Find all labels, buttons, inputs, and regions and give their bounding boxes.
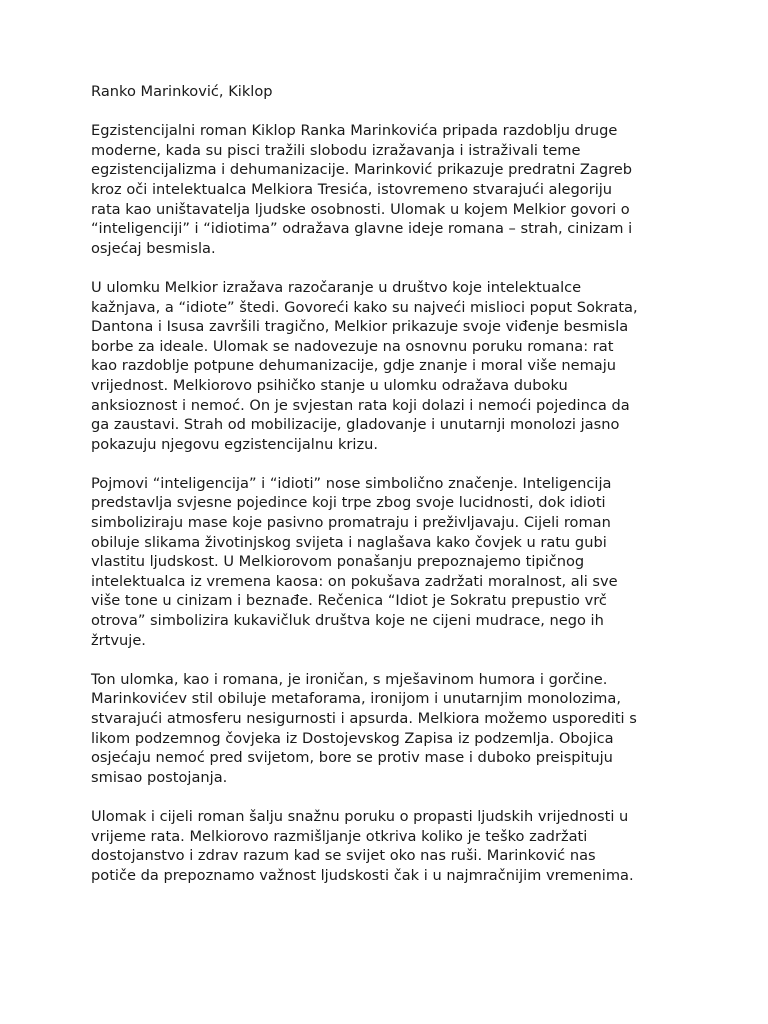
paragraph-line: predstavlja svjesne pojedince koji trpe zbog svoje lucidnosti, dok idioti	[91, 494, 606, 512]
paragraph-line: vlastitu ljudskost. U Melkiorovom ponašanju prepoznajemo tipičnog	[91, 553, 585, 571]
paragraph-line: kroz oči intelektualca Melkiora Tresića, istovremeno stvarajući alegoriju	[91, 180, 613, 198]
paragraph-line: moderne, kada su pisci tražili slobodu izražavanja i istraživali teme	[91, 141, 581, 159]
paragraph-line: anksioznost i nemoć. On je svjestan rata koji dolazi i nemoći pojedinca da	[91, 396, 630, 414]
paragraph-line: Dantona i Isusa završili tragično, Melkior prikazuje svoje viđenje besmisla	[91, 318, 629, 336]
paragraph-line: više tone u cinizam i beznađe. Rečenica “Idiot je Sokratu prepustio vrč	[91, 592, 607, 610]
paragraph-2	[91, 278, 681, 454]
paragraph-4	[91, 670, 681, 788]
paragraph-line: kažnjava, a “idiote” štedi. Govoreći kako su najveći mislioci poput Sokrata,	[91, 298, 638, 316]
document-title: Ranko Marinković, Kiklop	[91, 83, 273, 100]
document-page	[91, 82, 681, 905]
paragraph-line: vrijednost. Melkiorovo psihičko stanje u ulomku odražava duboku	[91, 376, 568, 394]
paragraph-3	[91, 474, 681, 650]
paragraph-line: obiluje slikama životinjskog svijeta i naglašava kako čovjek u ratu gubi	[91, 533, 607, 551]
paragraph-line: potiče da prepoznamo važnost ljudskosti čak i u najmračnijim vremenima.	[91, 866, 634, 884]
paragraph-line: rata kao uništavatelja ljudske osobnosti. Ulomak u kojem Melkior govori o	[91, 200, 630, 218]
paragraph-line: pokazuju njegovu egzistencijalnu krizu.	[91, 435, 379, 453]
paragraph-5	[91, 807, 681, 885]
paragraph-line: stvarajući atmosferu nesigurnosti i apsurda. Melkiora možemo usporediti s	[91, 710, 637, 727]
paragraph-line: simboliziraju mase koje pasivno promatraju i preživljavaju. Cijeli roman	[91, 514, 611, 532]
paragraph-line: “inteligenciji” i “idiotima” odražava glavne ideje romana – strah, cinizam i	[91, 220, 633, 238]
paragraph-line: osjećaj besmisla.	[91, 239, 216, 257]
paragraph-line: kao razdoblje potpune dehumanizacije, gdje znanje i moral više nemaju	[91, 357, 617, 375]
paragraph-line: smisao postojanja.	[91, 768, 228, 786]
paragraph-line: intelektualca iz vremena kaosa: on pokušava zadržati moralnost, ali sve	[91, 572, 618, 590]
paragraph-line: likom podzemnog čovjeka iz Dostojevskog Zapisa iz podzemlja. Obojica	[91, 729, 614, 747]
paragraph-line: borbe za ideale. Ulomak se nadovezuje na osnovnu poruku romana: rat	[91, 337, 614, 355]
paragraph-1	[91, 121, 681, 258]
paragraph-line: U ulomku Melkior izražava razočaranje u društvo koje intelektualce	[91, 278, 582, 296]
paragraph-line: otrova” simbolizira kukavičluk društva koje ne cijeni mudrace, nego ih	[91, 612, 604, 630]
paragraph-line: osjećaju nemoć pred svijetom, bore se protiv mase i duboko preispituju	[91, 749, 613, 767]
paragraph-line: Marinkovićev stil obiluje metaforama, ironijom i unutarnjim monolozima,	[91, 690, 621, 708]
paragraph-line: egzistencijalizma i dehumanizacije. Marinković prikazuje predratni Zagreb	[91, 161, 633, 179]
paragraph-line: Ton ulomka, kao i romana, je ironičan, s mješavinom humora i gorčine.	[91, 670, 608, 688]
paragraph-line: žrtvuje.	[91, 631, 146, 649]
paragraph-line: ga zaustavi. Strah od mobilizacije, gladovanje i unutarnji monolozi jasno	[91, 416, 620, 434]
paragraph-line: Ulomak i cijeli roman šalju snažnu poruku o propasti ljudskih vrijednosti u	[91, 807, 629, 825]
paragraph-line: Egzistencijalni roman Kiklop Ranka Marinkovića pripada razdoblju druge	[91, 122, 618, 140]
paragraph-line: Pojmovi “inteligencija” i “idioti” nose simbolično značenje. Inteligencija	[91, 474, 612, 492]
paragraph-line: vrijeme rata. Melkiorovo razmišljanje otkriva koliko je teško zadržati	[91, 827, 588, 845]
paragraph-line: dostojanstvo i zdrav razum kad se svijet oko nas ruši. Marinković nas	[91, 847, 596, 865]
